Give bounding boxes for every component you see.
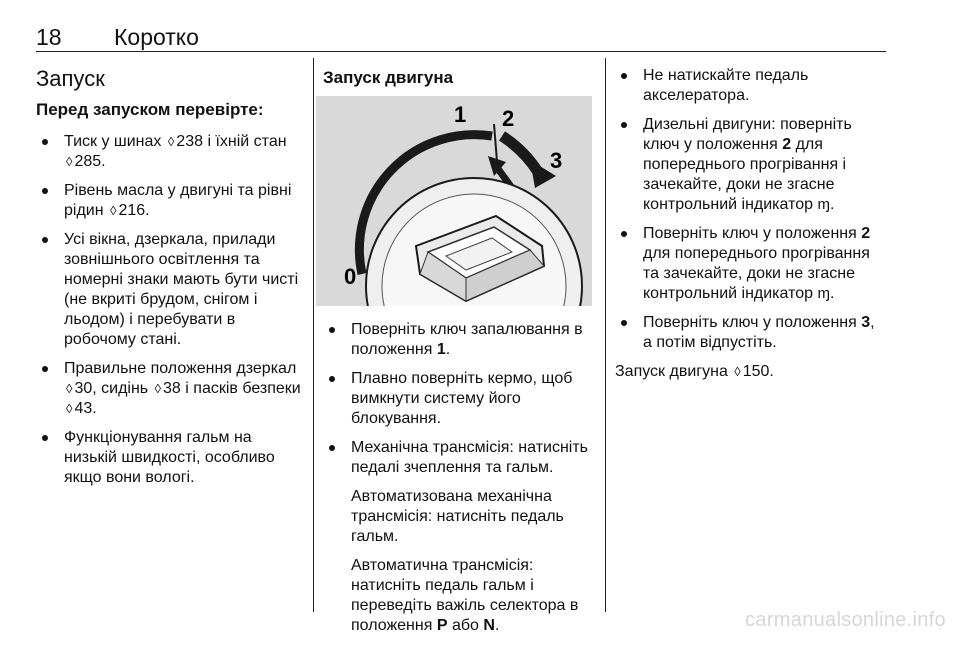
- engine-start-steps-cont: [615, 66, 887, 353]
- list-item: Не натискайте педаль акселератора.: [615, 66, 887, 106]
- checklist-heading: Перед запуском перевірте:: [36, 100, 264, 119]
- checklist: [36, 132, 304, 488]
- list-item: Механічна трансмісія: натисніть педалі зчеплення та гальм.: [323, 438, 599, 478]
- page-ref-icon: ◊: [167, 134, 175, 149]
- page-ref-icon: ◊: [66, 154, 73, 169]
- list-item: Функціонування гальм на низькій швидкості, особливо якщо вони вологі.: [36, 428, 304, 488]
- list-item: Рівень масла у двигуні та рівні рідин ◊ 216.: [36, 181, 304, 221]
- position-label-0: 0: [344, 264, 357, 289]
- page-number: 18: [36, 24, 62, 50]
- right-column: [615, 66, 887, 382]
- list-item: Тиск у шинах ◊ 238 і їхній стан ◊ 285.: [36, 132, 304, 172]
- list-item: Поверніть ключ запалювання в положення 1.: [323, 320, 599, 360]
- watermark: carmanualsonline.info: [745, 609, 946, 631]
- list-item: Плавно поверніть кермо, щоб вимкнути систему його блокування.: [323, 369, 599, 429]
- middle-column: [323, 320, 599, 645]
- list-item: Поверніть ключ у положення 3, а потім відпустіть.: [615, 313, 887, 353]
- list-item: Правильне положення дзеркал ◊ 30, сидінь ◊ 38 і пасків безпеки ◊ 43.: [36, 359, 304, 419]
- page-header: [36, 22, 886, 52]
- section-title-start: Запуск: [36, 66, 105, 91]
- paragraph: Автоматизована механічна трансмісія: натисніть педаль гальм.: [351, 488, 564, 545]
- section-title-engine-start: Запуск двигуна: [323, 68, 454, 87]
- column-divider: [605, 58, 606, 612]
- list-item: Усі вікна, дзеркала, прилади зовнішнього освітлення та номерні знаки мають бути чисті (не вкриті брудом, снігом і льодом) і перебувати в робочому стані.: [36, 230, 304, 350]
- position-label-1: 1: [454, 102, 467, 127]
- list-item: Дизельні двигуни: поверніть ключ у положення 2 для попереднього прогрівання і зачекайте, доки не згасне контрольний індикатор ɱ.: [615, 115, 887, 215]
- page-ref-icon: ◊: [66, 401, 73, 416]
- glow-plug-icon: ɱ: [817, 285, 830, 302]
- ignition-illustration: [316, 96, 592, 306]
- position-label-3: 3: [550, 148, 563, 173]
- position-label-2: 2: [502, 106, 515, 131]
- glow-plug-icon: ɱ: [817, 196, 830, 213]
- page-title: Коротко: [114, 24, 199, 50]
- page-ref-icon: ◊: [154, 381, 162, 396]
- list-item: Поверніть ключ у положення 2 для попереднього прогрівання та зачекайте, доки не згасне контрольний індикатор ɱ.: [615, 224, 887, 304]
- left-column: [36, 100, 304, 497]
- ignition-key-figure: [316, 96, 592, 306]
- paragraph: Автоматична трансмісія: натисніть педаль гальм і переведіть важіль селектора в положення P або N.: [351, 557, 579, 634]
- engine-start-steps: [323, 320, 599, 478]
- header-rule: [36, 51, 886, 52]
- page-ref-icon: ◊: [110, 203, 117, 218]
- page-ref-icon: ◊: [734, 364, 741, 379]
- column-divider: [313, 58, 314, 612]
- cross-reference: Запуск двигуна ◊ 150.: [615, 363, 774, 380]
- page-ref-icon: ◊: [66, 381, 73, 396]
